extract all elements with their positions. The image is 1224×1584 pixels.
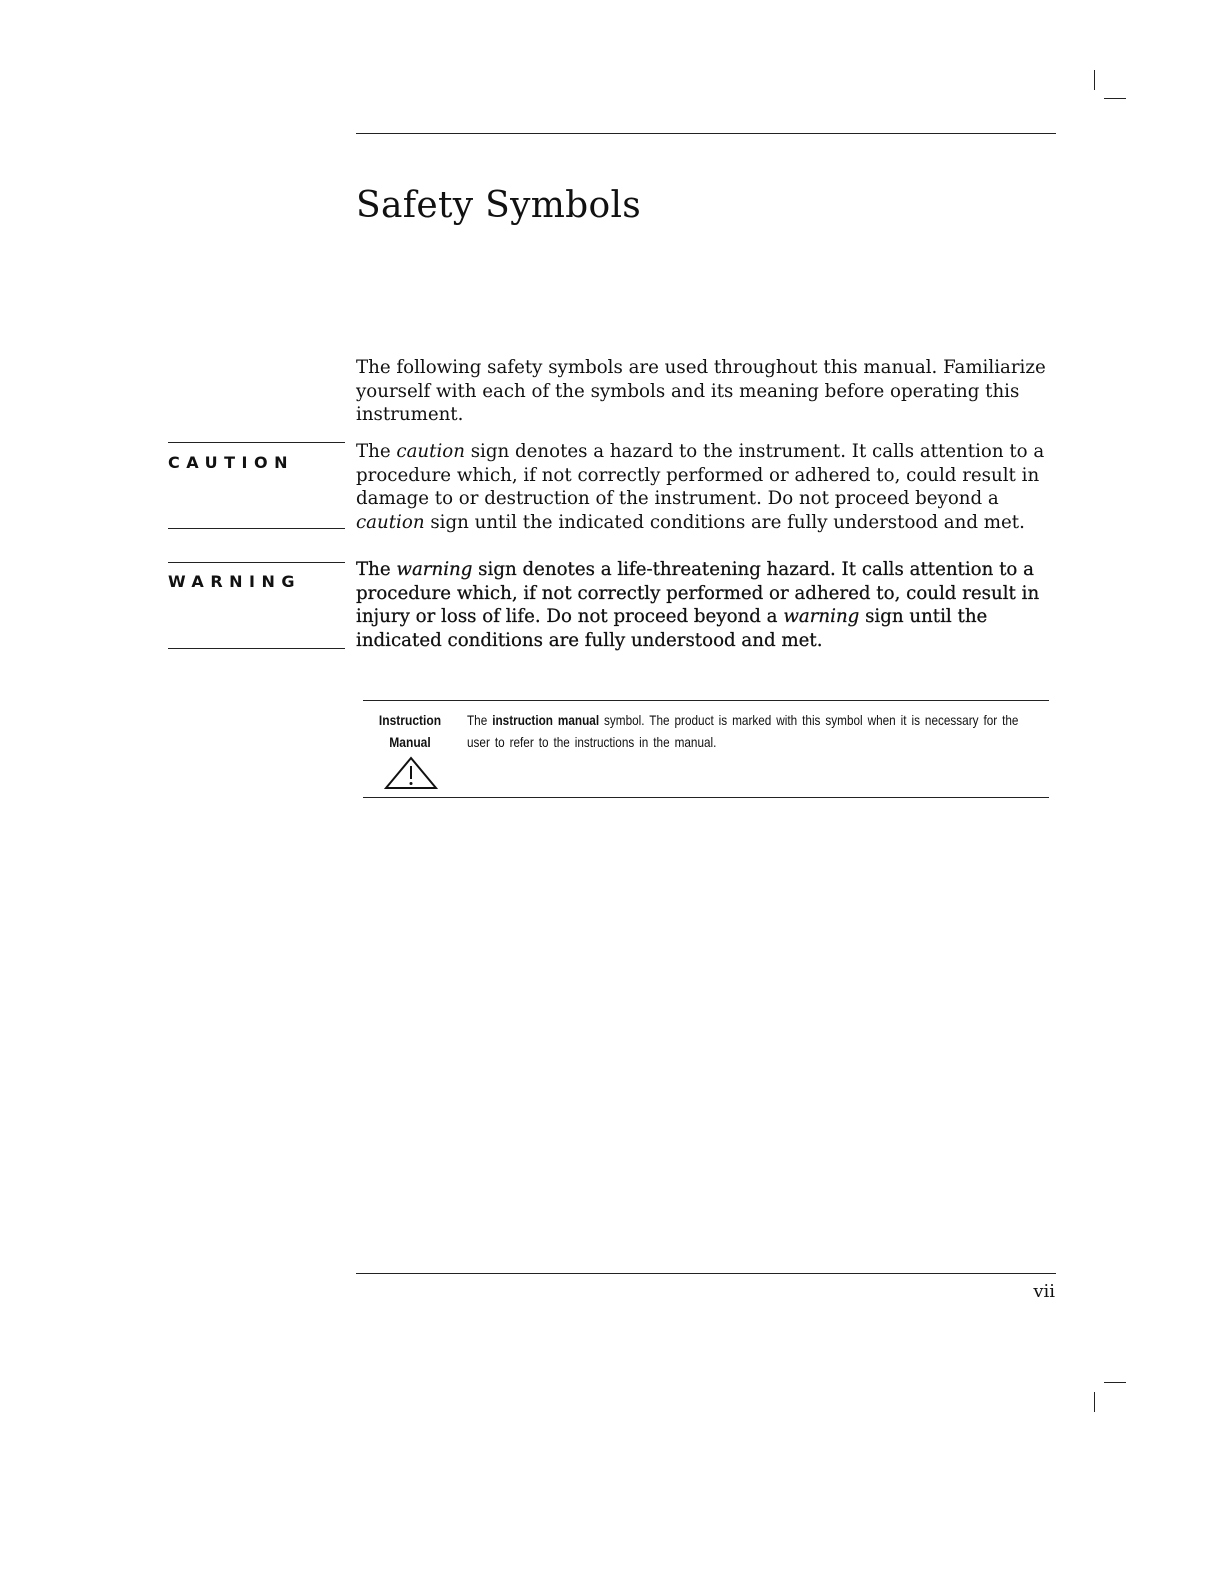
footer-rule [356, 1273, 1056, 1274]
intro-text: The following safety symbols are used throughout this manual. Familiarize yourself with each of the symbols and its meaning before operating this instrument. [356, 357, 1046, 425]
warning-triangle-icon [384, 756, 438, 790]
instruction-manual-label [372, 709, 448, 753]
symbol-desc-start: The [467, 712, 493, 728]
intro-paragraph [356, 356, 1061, 427]
caution-paragraph [356, 440, 1061, 534]
warning-text-start: The [356, 559, 397, 580]
crop-mark-top-vertical [1094, 70, 1095, 90]
warning-top-rule [168, 562, 345, 563]
page-title: Safety Symbols [356, 185, 642, 226]
caution-top-rule [168, 442, 345, 443]
caution-text-end: sign until the indicated conditions are fully understood and met. [424, 511, 1025, 533]
crop-mark-top-horizontal [1104, 98, 1126, 99]
header-rule [356, 133, 1056, 134]
instruction-manual-label-line2: Manual [389, 734, 431, 750]
symbol-desc-bold: instruction manual [492, 712, 600, 728]
warning-emphasis-2: warning [783, 606, 860, 627]
instruction-manual-label-line1: Instruction [378, 712, 442, 728]
caution-label: CAUTION [168, 453, 294, 472]
symbol-table-top-rule [363, 700, 1049, 701]
page-number: vii [1033, 1281, 1055, 1302]
warning-label: WARNING [168, 572, 301, 591]
crop-mark-bottom-horizontal [1104, 1382, 1126, 1383]
symbol-table-bottom-rule [363, 797, 1049, 798]
symbol-desc-end: symbol. The product is marked with this symbol when it is necessary for the user to refer to the instructions in the manual. [467, 712, 1019, 750]
warning-bottom-rule [168, 648, 345, 649]
warning-text-end: sign until the indicated conditions are fully understood and met. [356, 606, 988, 651]
caution-bottom-rule [168, 528, 345, 529]
caution-text-mid: sign denotes a hazard to the instrument. It calls attention to a procedure which, if not correctly performed or adhered to, could result in damage to or destruction of the instrument. Do not proceed beyond a [356, 441, 1045, 509]
caution-emphasis-1: caution [396, 441, 465, 462]
crop-mark-bottom-vertical [1094, 1392, 1095, 1412]
caution-text-start: The [356, 441, 397, 462]
caution-emphasis-2: caution [356, 511, 425, 533]
warning-text-mid: sign denotes a life-threatening hazard. It calls attention to a procedure which, if not correctly performed or adhered to, could result in injury or loss of life. Do not proceed beyond a [356, 559, 1040, 627]
instruction-manual-description [467, 709, 1043, 753]
warning-emphasis-1: warning [396, 559, 473, 580]
warning-paragraph [356, 558, 1061, 652]
